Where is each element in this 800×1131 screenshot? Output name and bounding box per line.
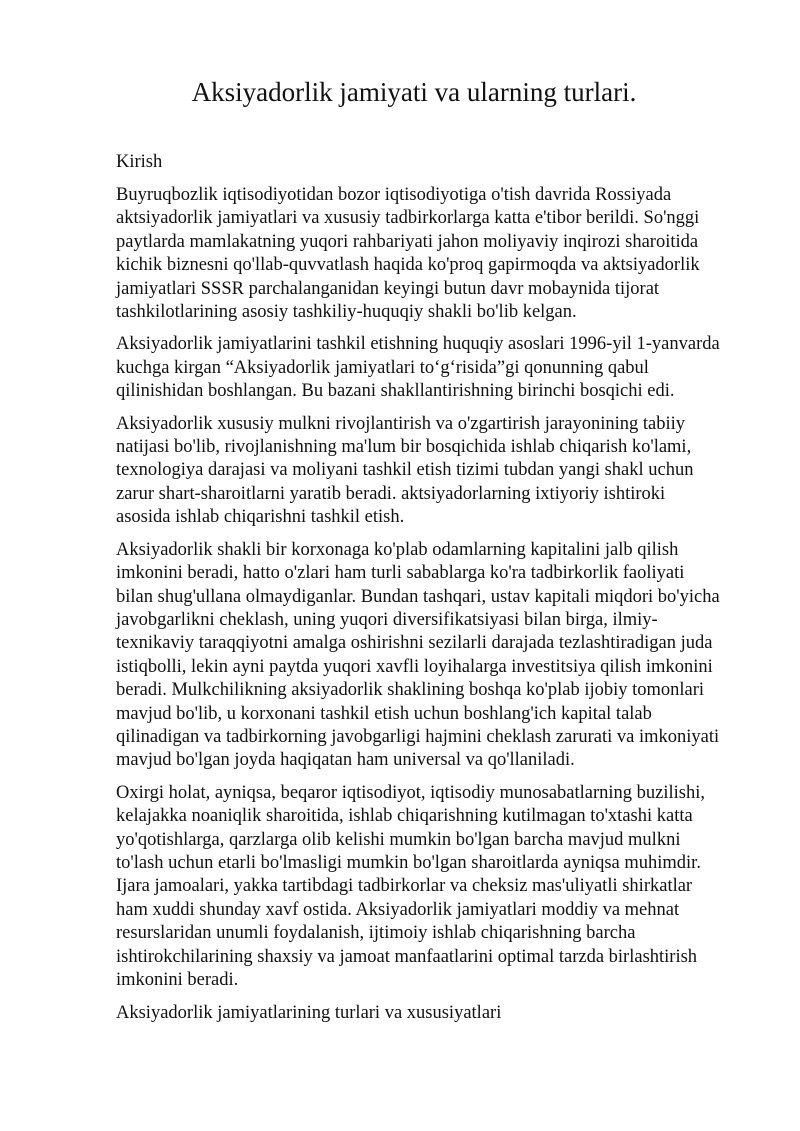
document-title: Aksiyadorlik jamiyati va ularning turlari.	[191, 77, 637, 107]
paragraph-3: Aksiyadorlik xususiy mulkni rivojlantirish va o'zgartirish jarayonining tabiiy natijasi bo'lib, rivojlanishning ma'lum bir bosqichida ishlab chiqarish ko'lami, texnologiya darajasi va moliyani tashkil etish tizimi tubdan yangi shakl uchun zarur shart-sharoitlarni yaratib beradi. aktsiyadorlarning ixtiyoriy ishtiroki asosida ishlab chiqarishni tashkil etish.	[116, 413, 694, 528]
intro-heading: Kirish	[116, 152, 163, 172]
paragraph-2: Aksiyadorlik jamiyatlarini tashkil etishning huquqiy asoslari 1996-yil 1-yanvarda kuchga kirgan “Aksiyadorlik jamiyatlari to‘g‘risida”gi qonunning qabul qilinishidan boshlangan. Bu bazani shakllantirishning birinchi bosqichi edi.	[116, 334, 720, 402]
paragraph-1: Buyruqbozlik iqtisodiyotidan bozor iqtisodiyotiga o'tish davrida Rossiyada aktsiyadorlik jamiyatlari va xususiy tadbirkorlarga katta e'tibor berildi. So'nggi paytlarda mamlakatning yuqori rahbariyati jahon moliyaviy inqirozi sharoitida kichik biznesni qo'llab-quvvatlash haqida ko'proq gapirmoqda va aktsiyadorlik jamiyatlari SSSR parchalanganidan keyingi butun davr mobaynida tijorat tashkilotlarining asosiy tashkiliy-huquqiy shakli bo'lib kelgan.	[116, 185, 700, 323]
paragraph-5: Oxirgi holat, ayniqsa, beqaror iqtisodiyot, iqtisodiy munosabatlarning buzilishi, kelajakka noaniqlik sharoitida, ishlab chiqarishning kutilmagan to'xtashi katta yo'qotishlarga, qarzlarga olib kelishi mumkin bo'lgan barcha mavjud mulkni to'lash uchun etarli bo'lmasligi mumkin bo'lgan sharoitlarda ayniqsa muhimdir. Ijara jamoalari, yakka tartibdagi tadbirkorlar va cheksiz mas'uliyatli shirkatlar ham xuddi shunday xavf ostida. Aksiyadorlik jamiyatlari moddiy va mehnat resurslaridan unumli foydalanish, ijtimoiy ishlab chiqarishning barcha ishtirokchilarining shaxsiy va jamoat manfaatlarini optimal tarzda birlashtirish imkonini beradi.	[116, 782, 706, 990]
paragraph-4: Aksiyadorlik shakli bir korxonaga ko'plab odamlarning kapitalini jalb qilish imkonini beradi, hatto o'zlari ham turli sabablarga ko'ra tadbirkorlik faoliyati bilan shug'ullana olmaydiganlar. Bundan tashqari, ustav kapitali miqdori bo'yicha javobgarlikni cheklash, uning yuqori diversifikatsiyasi bilan birga, ilmiy-texnikaviy taraqqiyotni amalga oshirishni sezilarli darajada tezlashtiradigan juda istiqbolli, lekin ayni paytda yuqori xavfli loyihalarga investitsiya qilish imkonini beradi. Mulkchilikning aksiyadorlik shaklining boshqa ko'plab ijobiy tomonlari mavjud bo'lib, u korxonani tashkil etish uchun boshlang'ich kapital talab qilinadigan va tadbirkorning javobgarligi hajmini cheklash zarurati va imkoniyati mavjud bo'lgan joyda haqiqatan ham universal va qo'llaniladi.	[116, 539, 720, 771]
section-heading: Aksiyadorlik jamiyatlarining turlari va xususiyatlari	[116, 1003, 502, 1024]
